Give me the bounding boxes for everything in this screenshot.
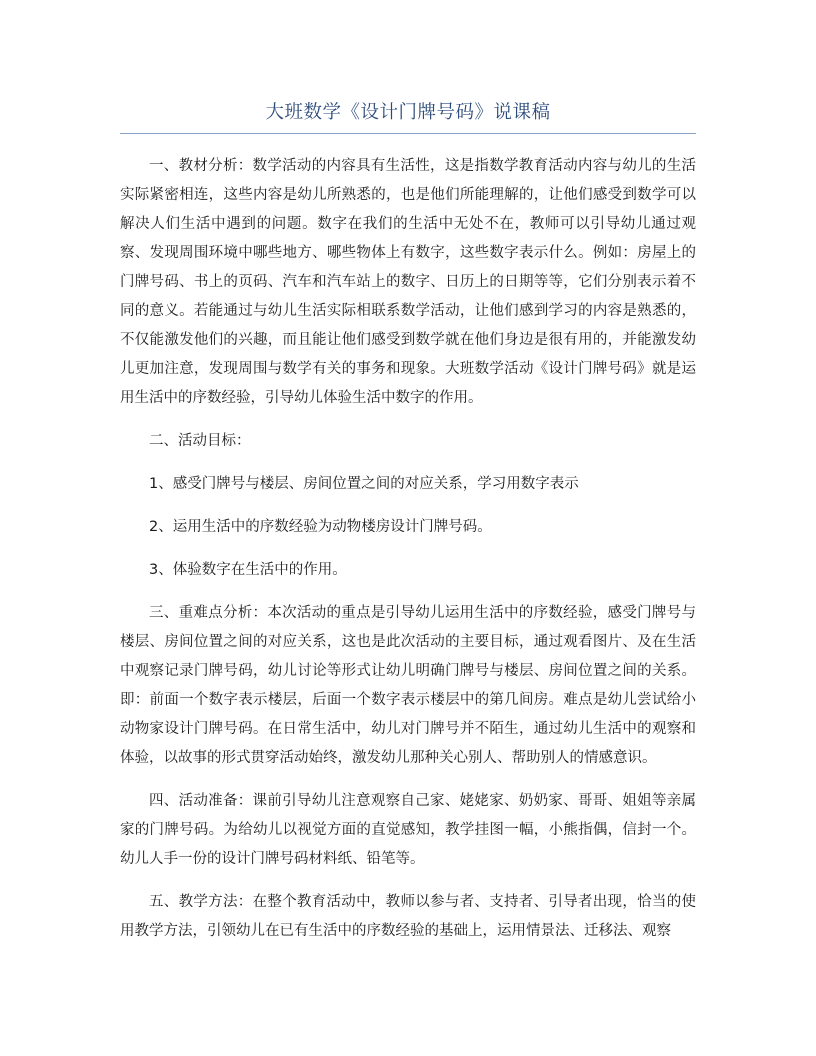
paragraph-textbook-analysis: 一、教材分析：数学活动的内容具有生活性，这是指数学教育活动内容与幼儿的生活实际紧密相连，这些内容是幼儿所熟悉的，也是他们所能理解的，让他们感受到数学可以解决人们生活中遇到的问题。数字在我们的生活中无处不在，教师可以引导幼儿通过观察、发现周围环境中哪些地方、哪些物体上有数字，这些数字表示什么。例如：房屋上的门牌号码、书上的页码、汽车和汽车站上的数字、日历上的日期等等，它们分别表示着不同的意义。若能通过与幼儿生活实际相联系数学活动，让他们感到学习的内容是熟悉的，不仅能激发他们的兴趣，而且能让他们感受到数学就在他们身边是很有用的，并能激发幼儿更加注意，发现周围与数学有关的事务和现象。大班数学活动《设计门牌号码》就是运用生活中的序数经验，引导幼儿体验生活中数字的作用。: [120, 158, 696, 406]
document-body: [120, 152, 696, 946]
paragraph-objective-1: 1、感受门牌号与楼层、房间位置之间的对应关系，学习用数字表示: [149, 476, 579, 492]
title-underline: [120, 133, 696, 134]
document-title: 大班数学《设计门牌号码》说课稿: [265, 102, 551, 123]
paragraph-teaching-methods: 五、教学方法：在整个教育活动中，教师以参与者、支持者、引导者出现，恰当的使用教学方法，引领幼儿在已有生活中的序数经验的基础上，运用情景法、迁移法、观察: [120, 894, 696, 939]
paragraph-objective-3: 3、体验数字在生活中的作用。: [149, 562, 347, 578]
paragraph-key-points: 三、重难点分析：本次活动的重点是引导幼儿运用生活中的序数经验，感受门牌号与楼层、房间位置之间的对应关系，这也是此次活动的主要目标，通过观看图片、及在生活中观察记录门牌号码，幼儿讨论等形式让幼儿明确门牌号与楼层、房间位置之间的关系。即：前面一个数字表示楼层，后面一个数字表示楼层中的第几间房。难点是幼儿尝试给小动物家设计门牌号码。在日常生活中，幼儿对门牌号并不陌生，通过幼儿生活中的观察和体验，以故事的形式贯穿活动始终，激发幼儿那种关心别人、帮助别人的情感意识。: [120, 605, 696, 766]
paragraph-objectives-heading: 二、活动目标：: [149, 433, 251, 449]
paragraph-preparation: 四、活动准备：课前引导幼儿注意观察自己家、姥姥家、奶奶家、哥哥、姐姐等亲属家的门牌号码。为给幼儿以视觉方面的直觉感知，教学挂图一幅，小熊指偶，信封一个。幼儿人手一份的设计门牌号码材料纸、铅笔等。: [120, 793, 696, 867]
paragraph-objective-2: 2、运用生活中的序数经验为动物楼房设计门牌号码。: [149, 519, 492, 535]
